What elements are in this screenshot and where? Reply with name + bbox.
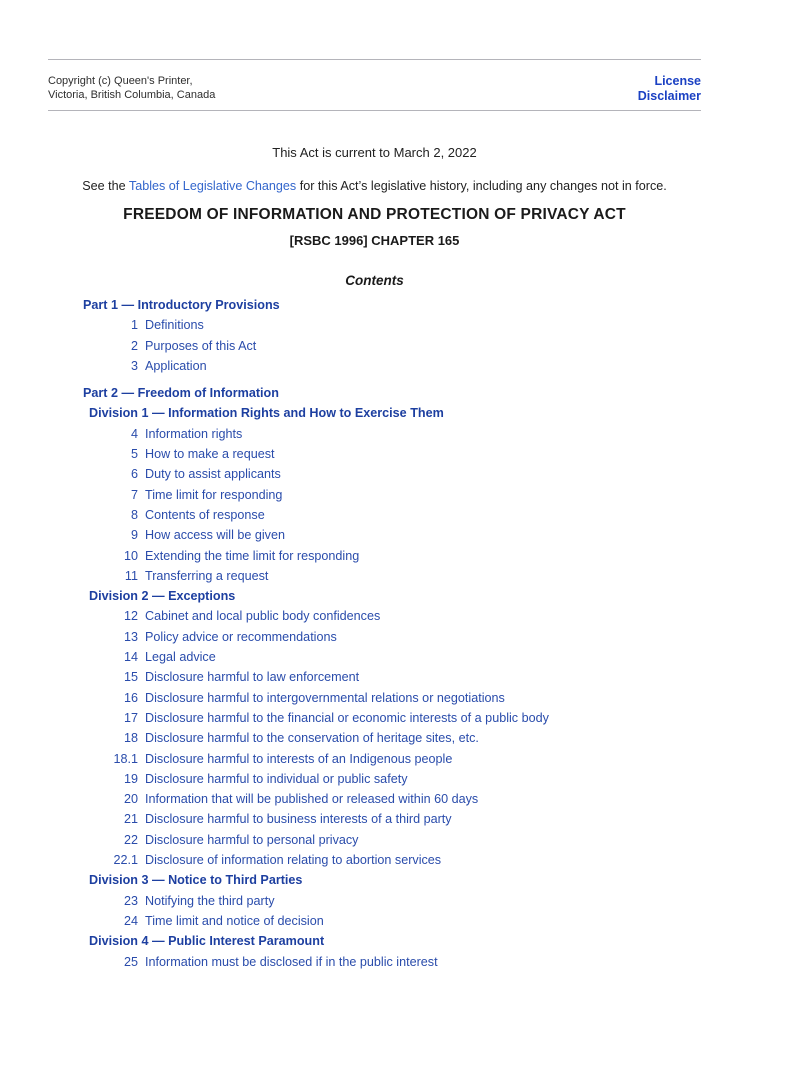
toc-section-number[interactable]: 18.1 — [113, 751, 138, 766]
disclaimer-link[interactable]: Disclaimer — [637, 89, 701, 103]
toc-section-link[interactable]: Policy advice or recommendations — [145, 629, 337, 644]
toc-section-number[interactable]: 19 — [123, 771, 138, 786]
tables-of-legislative-changes-link[interactable]: Tables of Legislative Changes — [128, 179, 297, 193]
toc-section-link[interactable]: Notifying the third party — [145, 893, 275, 908]
toc-division-link[interactable]: Division 3 — Notice to Third Parties — [89, 873, 303, 888]
toc-section-number[interactable]: 24 — [123, 913, 138, 928]
toc-section-row[interactable] — [48, 444, 701, 464]
toc-section-link[interactable]: Legal advice — [145, 650, 216, 665]
document-page — [48, 59, 701, 972]
toc-division-link[interactable]: Division 4 — Public Interest Paramount — [89, 934, 325, 949]
toc-section-number[interactable]: 16 — [123, 690, 138, 705]
toc-section-number[interactable]: 22.1 — [113, 853, 138, 868]
toc-section-link[interactable]: Purposes of this Act — [145, 338, 257, 353]
toc-section-number[interactable]: 6 — [130, 467, 138, 482]
chapter-line: [RSBC 1996] CHAPTER 165 — [289, 233, 460, 248]
toc-section-number[interactable]: 22 — [123, 832, 138, 847]
divider-header — [48, 110, 701, 111]
toc-section-number[interactable]: 9 — [130, 528, 138, 543]
license-link[interactable]: License — [654, 74, 701, 88]
toc-section-link[interactable]: Information that will be published or released within 60 days — [145, 792, 479, 807]
toc-section-row[interactable] — [48, 546, 701, 566]
toc-section-row[interactable] — [48, 789, 701, 809]
toc-section-link[interactable]: Disclosure harmful to business interests of a third party — [145, 812, 452, 827]
toc-section-row[interactable] — [48, 809, 701, 829]
table-of-contents — [48, 295, 701, 972]
header-links — [638, 74, 701, 104]
toc-section-row[interactable] — [48, 728, 701, 748]
toc-part-link[interactable]: Part 2 — Freedom of Information — [83, 386, 279, 401]
toc-section-number[interactable]: 3 — [130, 358, 138, 373]
toc-section-row[interactable] — [48, 830, 701, 850]
toc-section-row[interactable] — [48, 356, 701, 376]
toc-section-number[interactable]: 2 — [130, 338, 138, 353]
toc-section-row[interactable] — [48, 606, 701, 626]
toc-section-number[interactable]: 10 — [123, 548, 138, 563]
toc-section-link[interactable]: Disclosure harmful to individual or public safety — [145, 771, 408, 786]
toc-section-link[interactable]: Transferring a request — [145, 568, 269, 583]
toc-section-row[interactable] — [48, 627, 701, 647]
toc-section-row[interactable] — [48, 315, 701, 335]
toc-section-link[interactable]: Definitions — [145, 318, 204, 333]
copyright-notice — [48, 74, 215, 102]
toc-section-number[interactable]: 5 — [130, 447, 138, 462]
toc-section-link[interactable]: Disclosure harmful to interests of an Indigenous people — [145, 751, 453, 766]
toc-section-row[interactable] — [48, 525, 701, 545]
toc-section-number[interactable]: 1 — [130, 318, 138, 333]
history-note-suffix: for this Act’s legislative history, including any changes not in force. — [296, 179, 667, 193]
toc-section-number[interactable]: 21 — [123, 812, 138, 827]
toc-section-number[interactable]: 11 — [124, 568, 138, 583]
toc-section-link[interactable]: How access will be given — [145, 528, 285, 543]
toc-section-link[interactable]: Extending the time limit for responding — [145, 548, 360, 563]
toc-section-number[interactable]: 23 — [123, 893, 138, 908]
toc-section-row[interactable] — [48, 485, 701, 505]
toc-section-row[interactable] — [48, 647, 701, 667]
legislative-history-note — [48, 179, 701, 193]
toc-section-row[interactable] — [48, 505, 701, 525]
toc-section-row[interactable] — [48, 464, 701, 484]
toc-section-row[interactable] — [48, 667, 701, 687]
toc-section-link[interactable]: Disclosure harmful to law enforcement — [145, 670, 360, 685]
toc-section-link[interactable]: Time limit for responding — [145, 487, 283, 502]
toc-section-link[interactable]: Cabinet and local public body confidences — [145, 609, 381, 624]
toc-part-link[interactable]: Part 1 — Introductory Provisions — [83, 298, 280, 312]
toc-section-link[interactable]: Duty to assist applicants — [145, 467, 281, 482]
copyright-line-2: Victoria, British Columbia, Canada — [48, 89, 216, 101]
toc-section-number[interactable]: 13 — [123, 629, 138, 644]
toc-section-row[interactable] — [48, 336, 701, 356]
toc-section-row[interactable] — [48, 749, 701, 769]
history-note-prefix: See the — [82, 179, 129, 193]
toc-section-link[interactable]: Disclosure harmful to intergovernmental relations or negotiations — [145, 690, 505, 705]
toc-division-link[interactable]: Division 1 — Information Rights and How to Exercise Them — [89, 406, 444, 421]
toc-section-link[interactable]: Information rights — [145, 426, 243, 441]
toc-section-number[interactable]: 8 — [130, 507, 138, 522]
toc-section-link[interactable]: How to make a request — [145, 447, 275, 462]
toc-section-row[interactable] — [48, 708, 701, 728]
act-title: FREEDOM OF INFORMATION AND PROTECTION OF PRIVACY ACT — [123, 206, 626, 223]
toc-section-number[interactable]: 17 — [123, 710, 138, 725]
toc-section-row[interactable] — [48, 566, 701, 586]
toc-section-number[interactable]: 25 — [123, 954, 138, 969]
toc-section-row[interactable] — [48, 850, 701, 870]
toc-section-link[interactable]: Contents of response — [145, 507, 265, 522]
toc-division-link[interactable]: Division 2 — Exceptions — [89, 589, 236, 604]
copyright-line-1: Copyright (c) Queen's Printer, — [48, 75, 193, 87]
toc-section-link[interactable]: Disclosure harmful to personal privacy — [145, 832, 359, 847]
toc-section-row[interactable] — [48, 891, 701, 911]
toc-section-row[interactable] — [48, 424, 701, 444]
toc-section-number[interactable]: 15 — [123, 670, 138, 685]
toc-section-link[interactable]: Disclosure harmful to the conservation of heritage sites, etc. — [145, 731, 479, 746]
toc-section-link[interactable]: Disclosure harmful to the financial or economic interests of a public body — [145, 710, 549, 725]
toc-section-number[interactable]: 12 — [123, 609, 138, 624]
toc-section-link[interactable]: Information must be disclosed if in the public interest — [145, 954, 438, 969]
toc-section-number[interactable]: 20 — [123, 792, 138, 807]
toc-section-row[interactable] — [48, 911, 701, 931]
masthead — [48, 60, 701, 104]
toc-section-row[interactable] — [48, 688, 701, 708]
toc-section-link[interactable]: Disclosure of information relating to abortion services — [145, 853, 442, 868]
toc-section-link[interactable]: Time limit and notice of decision — [145, 913, 324, 928]
contents-heading: Contents — [345, 273, 404, 288]
currency-notice: This Act is current to March 2, 2022 — [272, 145, 477, 160]
toc-section-number[interactable]: 18 — [123, 731, 138, 746]
toc-section-row[interactable] — [48, 952, 701, 972]
toc-section-number[interactable]: 4 — [130, 426, 138, 441]
toc-section-number[interactable]: 14 — [123, 650, 138, 665]
toc-section-link[interactable]: Application — [145, 358, 207, 373]
toc-section-row[interactable] — [48, 769, 701, 789]
toc-section-number[interactable]: 7 — [130, 487, 138, 502]
